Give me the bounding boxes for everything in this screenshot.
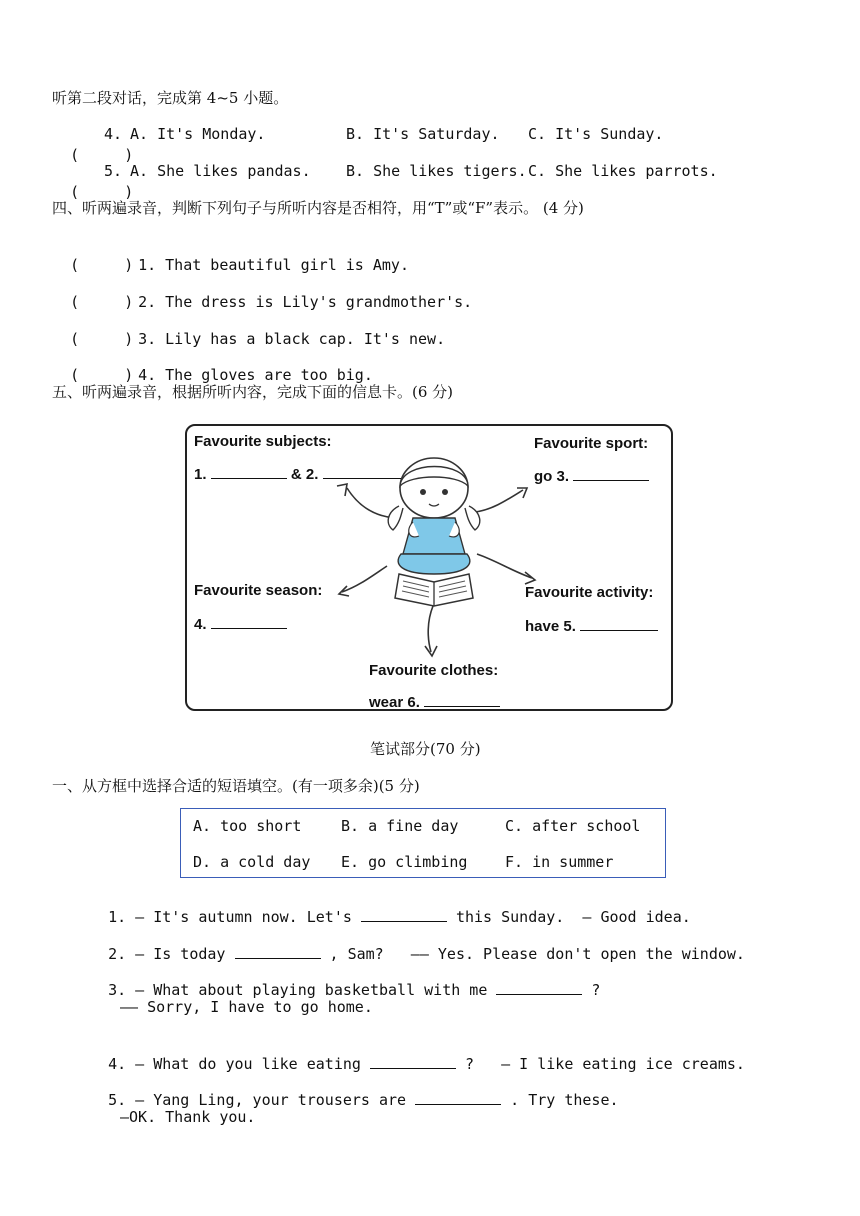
tf-statement: 2. The dress is Lily's grandmother's.: [138, 293, 473, 311]
section-4-heading: 四、听两遍录音，判断下列句子与所听内容是否相符，用“T”或“F”表示。 (4 分): [52, 199, 584, 217]
answer-blank[interactable]: [235, 944, 321, 959]
sport-fill-row: [534, 464, 649, 485]
arrow-to-subjects: [347, 488, 395, 518]
question-text: 2. — Is today: [108, 945, 226, 963]
phrase-option: C. after school: [505, 817, 641, 835]
tf-statement: 3. Lily has a black cap. It's new.: [138, 330, 446, 348]
arrow-to-activity: [477, 554, 532, 578]
blank-number-2: & 2.: [290, 466, 319, 483]
label-favourite-subjects: Favourite subjects:: [194, 433, 332, 450]
question-text: . Try these.: [510, 1091, 619, 1109]
answer-blank-6[interactable]: [424, 690, 500, 707]
phrase-option: E. go climbing: [341, 853, 468, 871]
answer-blank-4[interactable]: [211, 612, 287, 629]
section-5-heading: 五、听两遍录音，根据所听内容，完成下面的信息卡。(6 分): [52, 383, 454, 401]
answer-blank[interactable]: [361, 907, 447, 922]
subjects-fill-row: [194, 462, 401, 483]
answer-blank[interactable]: [415, 1090, 501, 1105]
answer-blank-2[interactable]: [323, 462, 401, 479]
tf-item: [52, 345, 373, 385]
answer-blank[interactable]: [370, 1054, 456, 1069]
tf-item: [52, 272, 472, 312]
fill-question-5-reply: —OK. Thank you.: [120, 1108, 256, 1126]
option-c: C. She likes parrots.: [528, 162, 718, 180]
label-favourite-sport: Favourite sport:: [534, 435, 649, 452]
answer-paren[interactable]: ( ): [70, 330, 134, 348]
clothes-fill-row: [369, 690, 500, 711]
answer-blank-3[interactable]: [573, 464, 649, 481]
arrow-to-season: [342, 566, 387, 592]
instruction-dialogue-2: 听第二段对话，完成第 4~5 小题。: [52, 89, 289, 107]
blank-number-4: 4.: [194, 616, 207, 633]
info-card: [185, 424, 673, 711]
fill-question-4: [90, 1034, 745, 1074]
arrow-to-sport: [475, 490, 523, 512]
answer-paren[interactable]: ( ): [70, 183, 134, 201]
written-section-1-heading: 一、从方框中选择合适的短语填空。(有一项多余)(5 分): [52, 777, 420, 795]
answer-blank-1[interactable]: [211, 462, 287, 479]
label-favourite-activity: Favourite activity:: [525, 584, 654, 601]
answer-blank[interactable]: [496, 980, 582, 995]
tf-statement: 4. The gloves are too big.: [138, 366, 373, 384]
label-favourite-clothes: Favourite clothes:: [369, 662, 499, 679]
blank-number-6: wear 6.: [369, 694, 420, 711]
fill-question-5: [90, 1070, 619, 1110]
question-text: this Sunday. — Good idea.: [455, 908, 691, 926]
arrow-head: [337, 484, 347, 496]
tf-item: [52, 235, 409, 275]
girl-figure: [388, 458, 480, 574]
option-c: C. It's Sunday.: [528, 125, 664, 143]
question-number: 4.: [104, 125, 123, 143]
blank-number-1: 1.: [194, 466, 207, 483]
open-book-icon: [395, 574, 473, 606]
tf-statement: 1. That beautiful girl is Amy.: [138, 256, 409, 274]
fill-question-3: [90, 960, 600, 1000]
answer-paren[interactable]: ( ): [70, 293, 134, 311]
written-part-title: 笔试部分(70 分): [370, 740, 481, 758]
option-a: A. It's Monday.: [130, 125, 266, 143]
answer-paren[interactable]: ( ): [70, 256, 134, 274]
phrase-options-box: [180, 808, 666, 878]
fill-question-2: [90, 924, 745, 964]
answer-paren[interactable]: ( ): [70, 366, 134, 384]
question-text: , Sam? —— Yes. Please don't open the window.: [329, 945, 745, 963]
option-b: B. It's Saturday.: [346, 125, 500, 143]
question-text: 3. — What about playing basketball with me: [108, 981, 488, 999]
blank-number-5: have 5.: [525, 618, 576, 635]
phrase-option: D. a cold day: [193, 853, 311, 871]
option-b: B. She likes tigers.: [346, 162, 527, 180]
question-text: ? — I like eating ice creams.: [465, 1055, 745, 1073]
answer-blank-5[interactable]: [580, 614, 658, 631]
question-text: 4. — What do you like eating: [108, 1055, 361, 1073]
activity-fill-row: [525, 614, 658, 635]
option-a: A. She likes pandas.: [130, 162, 311, 180]
blank-number-3: go 3.: [534, 468, 570, 485]
season-fill-row: [194, 612, 287, 633]
fill-question-1: [90, 887, 691, 927]
phrase-option: F. in summer: [505, 853, 614, 871]
question-number: 5.: [104, 162, 123, 180]
question-text: ?: [591, 981, 601, 999]
phrase-option: B. a fine day: [341, 817, 459, 835]
answer-paren[interactable]: ( ): [70, 146, 134, 164]
fill-question-3-reply: —— Sorry, I have to go home.: [120, 998, 373, 1016]
phrase-option: A. too short: [193, 817, 302, 835]
label-favourite-season: Favourite season:: [194, 582, 323, 599]
arrow-to-clothes: [428, 606, 433, 652]
question-text: 5. — Yang Ling, your trousers are: [108, 1091, 407, 1109]
question-text: 1. — It's autumn now. Let's: [108, 908, 352, 926]
tf-item: [52, 309, 445, 349]
